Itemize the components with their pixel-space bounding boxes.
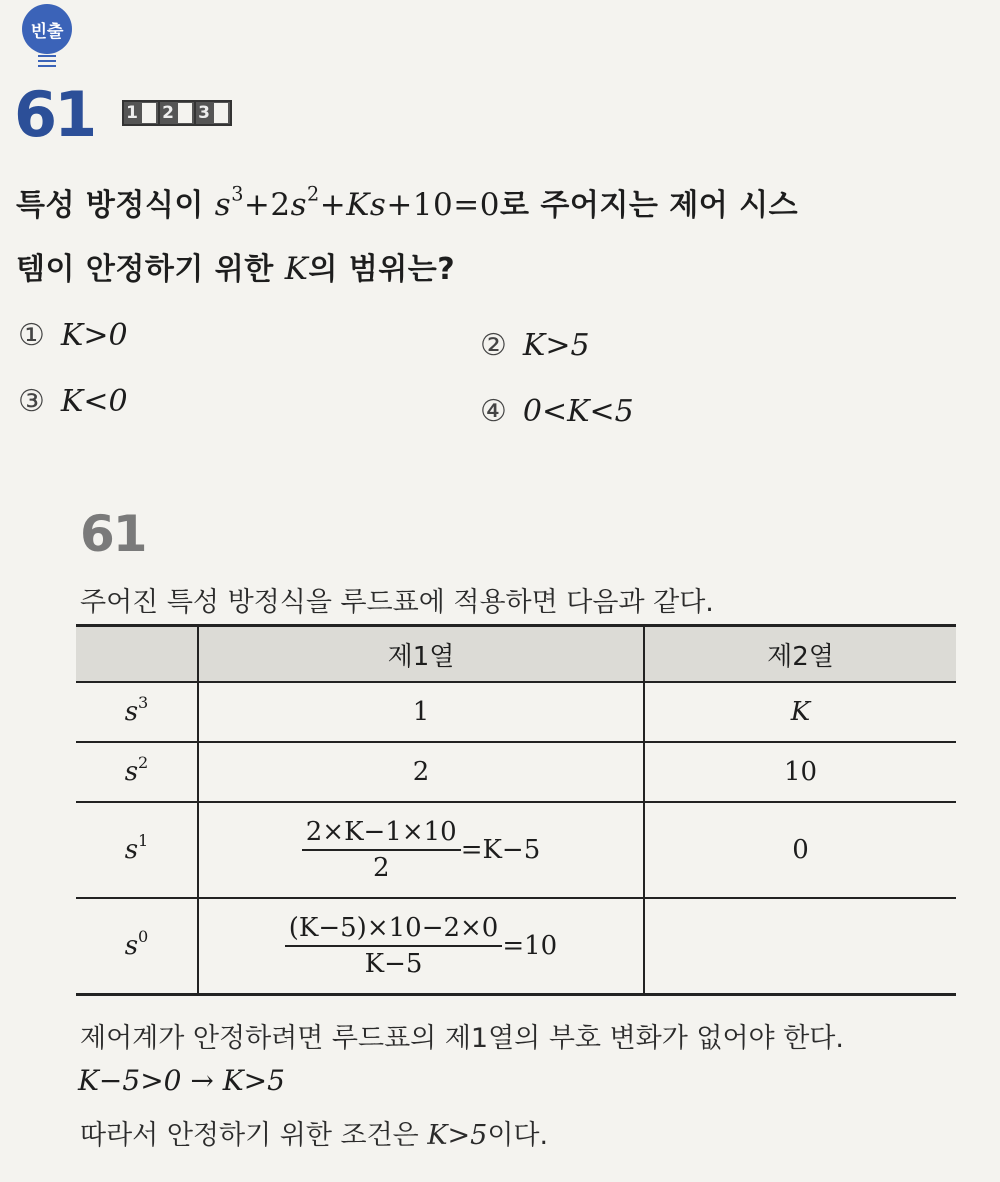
level-box-2: 2 [158, 100, 196, 126]
table-row [76, 802, 956, 898]
table-header-row [76, 626, 956, 683]
row-label: $s^1$ [124, 830, 149, 865]
col1-cell: 1 [198, 682, 644, 742]
level-box-3: 3 [194, 100, 232, 126]
solution-line-1: 제어계가 안정하려면 루드표의 제1열의 부호 변화가 없어야 한다. [80, 1023, 844, 1054]
header-cell-col2: 제2열 [644, 626, 956, 683]
lightbulb-icon [38, 55, 56, 67]
option-4[interactable]: ④ 0<K<5 [480, 394, 634, 429]
frequent-badge [22, 4, 72, 54]
header-cell-col1: 제1열 [198, 626, 644, 683]
col2-cell: 10 [644, 742, 956, 802]
difficulty-levels [122, 100, 230, 126]
solution-number: 61 [80, 505, 146, 563]
row-label: $s^0$ [124, 926, 149, 961]
row-label: $s^3$ [124, 692, 149, 727]
question-line-2: 템이 안정하기 위한 K의 범위는? [16, 251, 456, 287]
badge-label: 빈출 [30, 21, 64, 42]
characteristic-equation: $s^3+2s^2+Ks+10=0$ [214, 182, 500, 223]
solution-line-3: 따라서 안정하기 위한 조건은 K>5이다. [80, 1120, 549, 1151]
table-row [76, 898, 956, 994]
col2-cell: K [644, 682, 956, 742]
col1-cell: $\frac{2\times K-1\times 10}{2}$ =K−5 [198, 802, 644, 898]
table-row [76, 742, 956, 802]
fraction: $\frac{2\times K-1\times 10}{2}$ [302, 817, 461, 883]
solution-line-2: K−5>0 → K>5 [78, 1064, 285, 1097]
row-label: $s^2$ [124, 752, 149, 787]
question-number: 61 [14, 78, 95, 151]
header-cell-empty [76, 626, 198, 683]
routh-table [76, 624, 956, 996]
option-1[interactable]: ① K>0 [18, 318, 128, 353]
col2-cell [644, 898, 956, 994]
solution-intro: 주어진 특성 방정식을 루드표에 적용하면 다음과 같다. [80, 587, 714, 618]
table-row [76, 682, 956, 742]
fraction: $\frac{(K-5)\times 10-2\times 0}{K-5}$ [285, 913, 503, 979]
option-3[interactable]: ③ K<0 [18, 384, 128, 419]
col1-cell: 2 [198, 742, 644, 802]
option-2[interactable]: ② K>5 [480, 328, 590, 363]
col1-cell: $\frac{(K-5)\times 10-2\times 0}{K-5}$ =10 [198, 898, 644, 994]
level-box-1: 1 [122, 100, 160, 126]
col2-cell: 0 [644, 802, 956, 898]
question-line-1: 특성 방정식이 $s^3+2s^2+Ks+10=0$로 주어지는 제어 시스 [16, 182, 799, 223]
